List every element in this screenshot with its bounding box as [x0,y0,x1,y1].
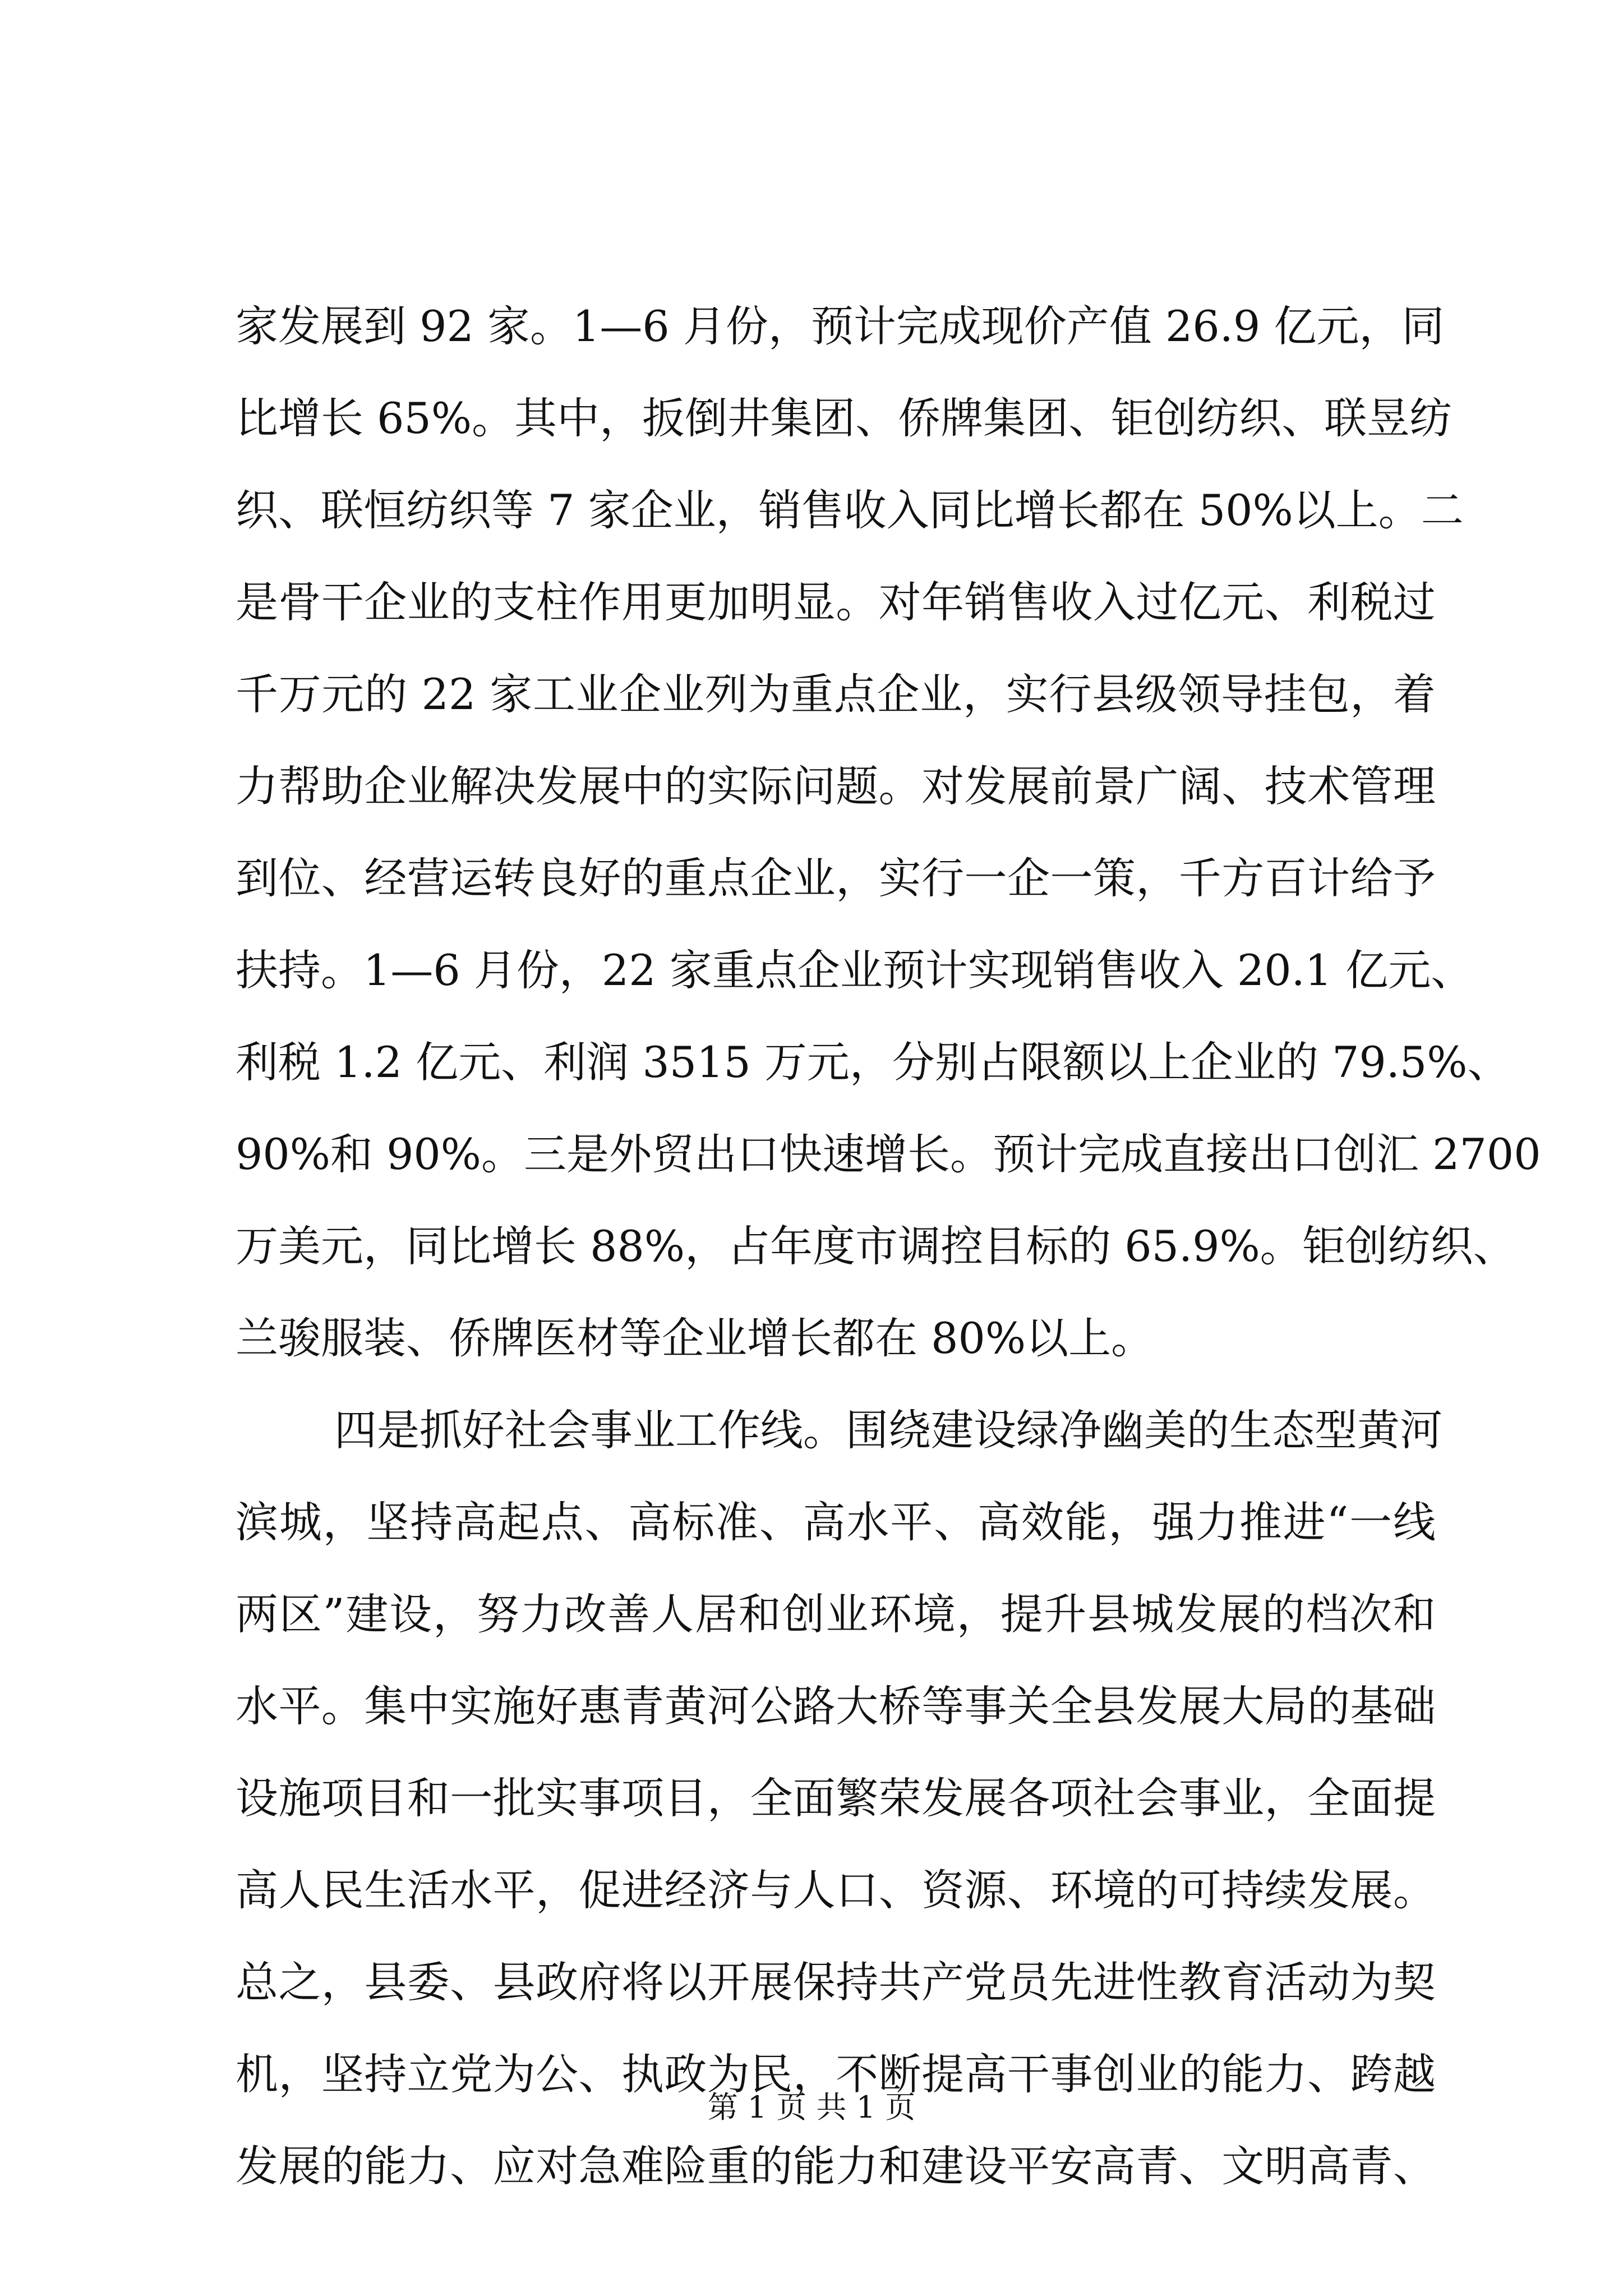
text-line: 两区”建设，努力改善人居和创业环境，提升县城发展的档次和 [236,1589,1436,1639]
text-line: 力帮助企业解决发展中的实际问题。对发展前景广阔、技术管理 [236,761,1436,811]
text-line: 万美元，同比增长 88%，占年度市调控目标的 65.9%。钜创纺织、 [236,1221,1516,1271]
text-line: 发展的能力、应对急难险重的能力和建设平安高青、文明高青、 [236,2141,1436,2191]
text-line: 比增长 65%。其中，扳倒井集团、侨牌集团、钜创纺织、联昱纺 [236,393,1453,443]
text-line: 机，坚持立党为公、执政为民，不断提高干事创业的能力、跨越 [236,2049,1436,2099]
paragraph-first-line: 四是抓好社会事业工作线。围绕建设绿净幽美的生态型黄河 [334,1405,1442,1455]
page-number-footer: 第 1 页 共 1 页 [707,2090,916,2125]
text-line: 织、联恒纺织等 7 家企业，销售收入同比增长都在 50%以上。二 [236,485,1464,535]
text-line: 90%和 90%。三是外贸出口快速增长。预计完成直接出口创汇 2700 [236,1129,1541,1179]
text-line: 家发展到 92 家。1—6 月份，预计完成现价产值 26.9 亿元，同 [236,301,1445,351]
text-line: 到位、经营运转良好的重点企业，实行一企一策，千方百计给予 [236,853,1436,903]
text-line: 滨城，坚持高起点、高标准、高水平、高效能，强力推进“一线 [236,1497,1436,1547]
text-line: 千万元的 22 家工业企业列为重点企业，实行县级领导挂包，着 [236,669,1436,719]
text-line: 总之，县委、县政府将以开展保持共产党员先进性教育活动为契 [236,1957,1436,2007]
text-line: 扶持。1—6 月份，22 家重点企业预计实现销售收入 20.1 亿元、 [236,945,1474,995]
text-line: 设施项目和一批实事项目，全面繁荣发展各项社会事业，全面提 [236,1773,1436,1823]
text-line: 是骨干企业的支柱作用更加明显。对年销售收入过亿元、利税过 [236,577,1436,627]
text-line: 高人民生活水平，促进经济与人口、资源、环境的可持续发展。 [236,1865,1436,1915]
text-line: 水平。集中实施好惠青黄河公路大桥等事关全县发展大局的基础 [236,1681,1436,1731]
text-line: 利税 1.2 亿元、利润 3515 万元，分别占限额以上企业的 79.5%、 [236,1037,1510,1087]
document-body [236,280,1541,2212]
text-line: 兰骏服装、侨牌医材等企业增长都在 80%以上。 [236,1313,1154,1363]
